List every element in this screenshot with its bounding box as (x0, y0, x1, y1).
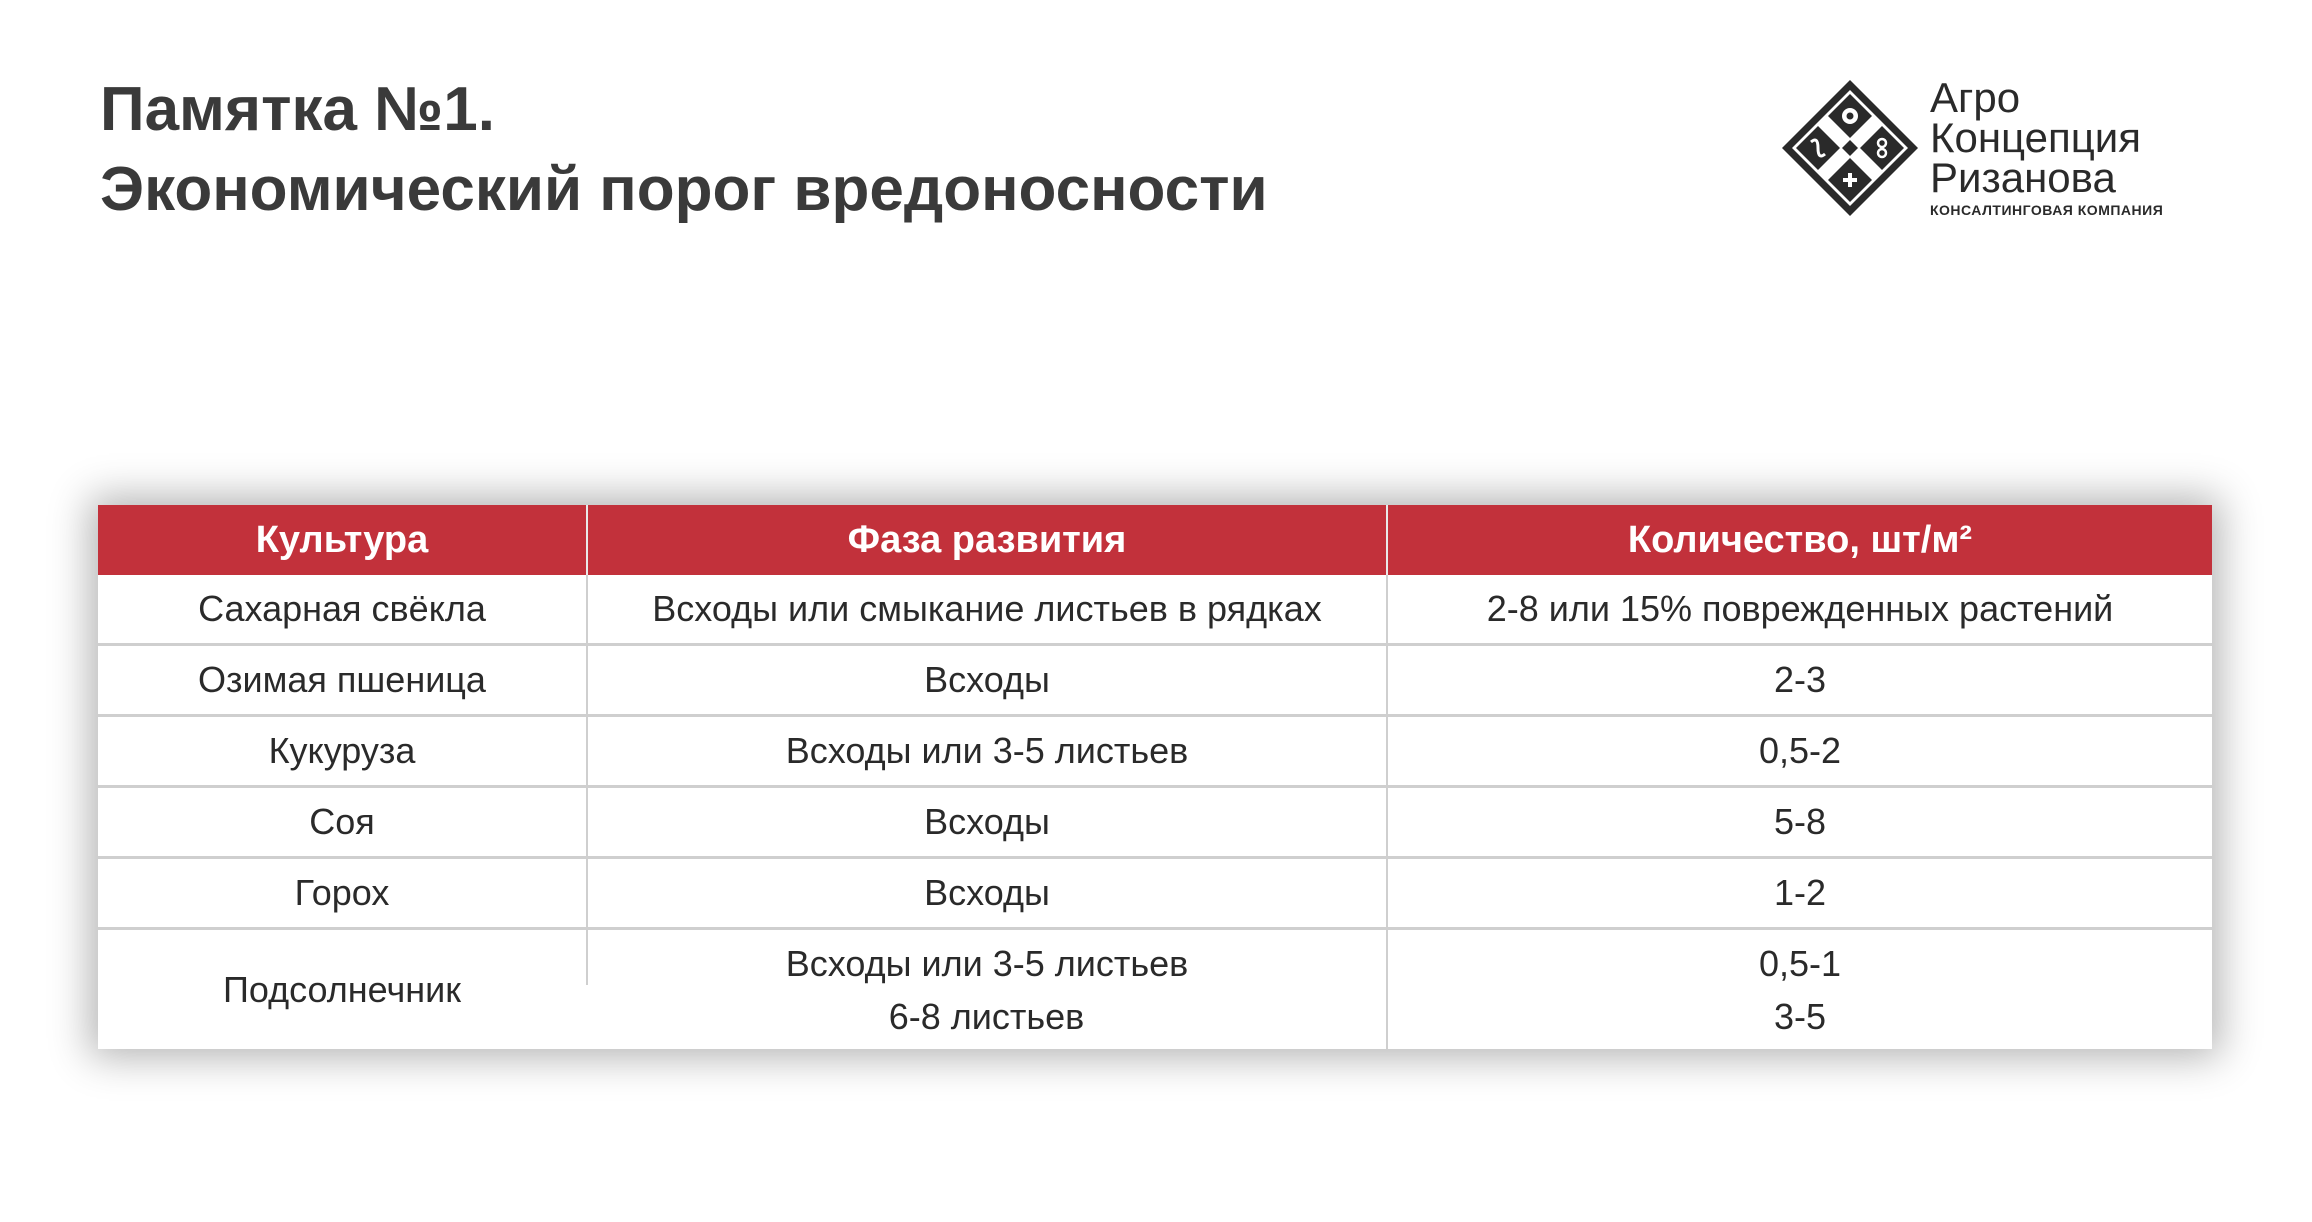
table-row (98, 645, 2212, 716)
logo-word-rizanov: Ризанова (1930, 154, 2116, 201)
cell-crop: Кукуруза (98, 716, 587, 787)
cell-quantity: 2-8 или 15% поврежденных растений (1387, 575, 2212, 645)
cell-phase: Всходы (587, 858, 1387, 929)
cell-crop: Горох (98, 858, 587, 929)
table-row-sunflower (98, 929, 2212, 986)
logo-word-concept: Концепция (1930, 114, 2141, 161)
ornament-diamond-icon (1780, 78, 1920, 218)
cell-crop: Соя (98, 787, 587, 858)
title-line-2: Экономический порог вредоносности (100, 155, 1268, 224)
title-line-1: Памятка №1. (100, 75, 496, 144)
header-phase: Фаза развития (587, 505, 1387, 575)
logo-text (1930, 74, 2164, 218)
table-row (98, 716, 2212, 787)
header-quantity: Количество, шт/м² (1387, 505, 2212, 575)
page-title (100, 70, 1268, 230)
header-crop: Культура (98, 505, 587, 575)
cell-quantity: 2-3 (1387, 645, 2212, 716)
cell-quantity: 0,5-1 (1387, 929, 2212, 986)
company-logo (1780, 74, 2220, 228)
cell-phase: Всходы или 3-5 листьев (587, 929, 1387, 986)
cell-quantity: 1-2 (1387, 858, 2212, 929)
cell-quantity: 5-8 (1387, 787, 2212, 858)
cell-crop: Подсолнечник (98, 929, 587, 1050)
cell-phase: Всходы (587, 645, 1387, 716)
table-row (98, 575, 2212, 645)
table-header-row (98, 505, 2212, 575)
cell-crop: Озимая пшеница (98, 645, 587, 716)
table-row (98, 787, 2212, 858)
cell-quantity: 3-5 (1387, 985, 2212, 1049)
cell-phase: Всходы или смыкание листьев в рядках (587, 575, 1387, 645)
cell-quantity: 0,5-2 (1387, 716, 2212, 787)
cell-crop: Сахарная свёкла (198, 588, 486, 629)
threshold-table (98, 505, 2212, 1049)
cell-phase: Всходы или 3-5 листьев (587, 716, 1387, 787)
cell-phase: 6-8 листьев (888, 996, 1085, 1037)
table-row (98, 858, 2212, 929)
logo-subtitle: КОНСАЛТИНГОВАЯ КОМПАНИЯ (1930, 202, 2164, 218)
cell-phase: Всходы (587, 787, 1387, 858)
logo-word-agro: Агро (1930, 74, 2021, 121)
